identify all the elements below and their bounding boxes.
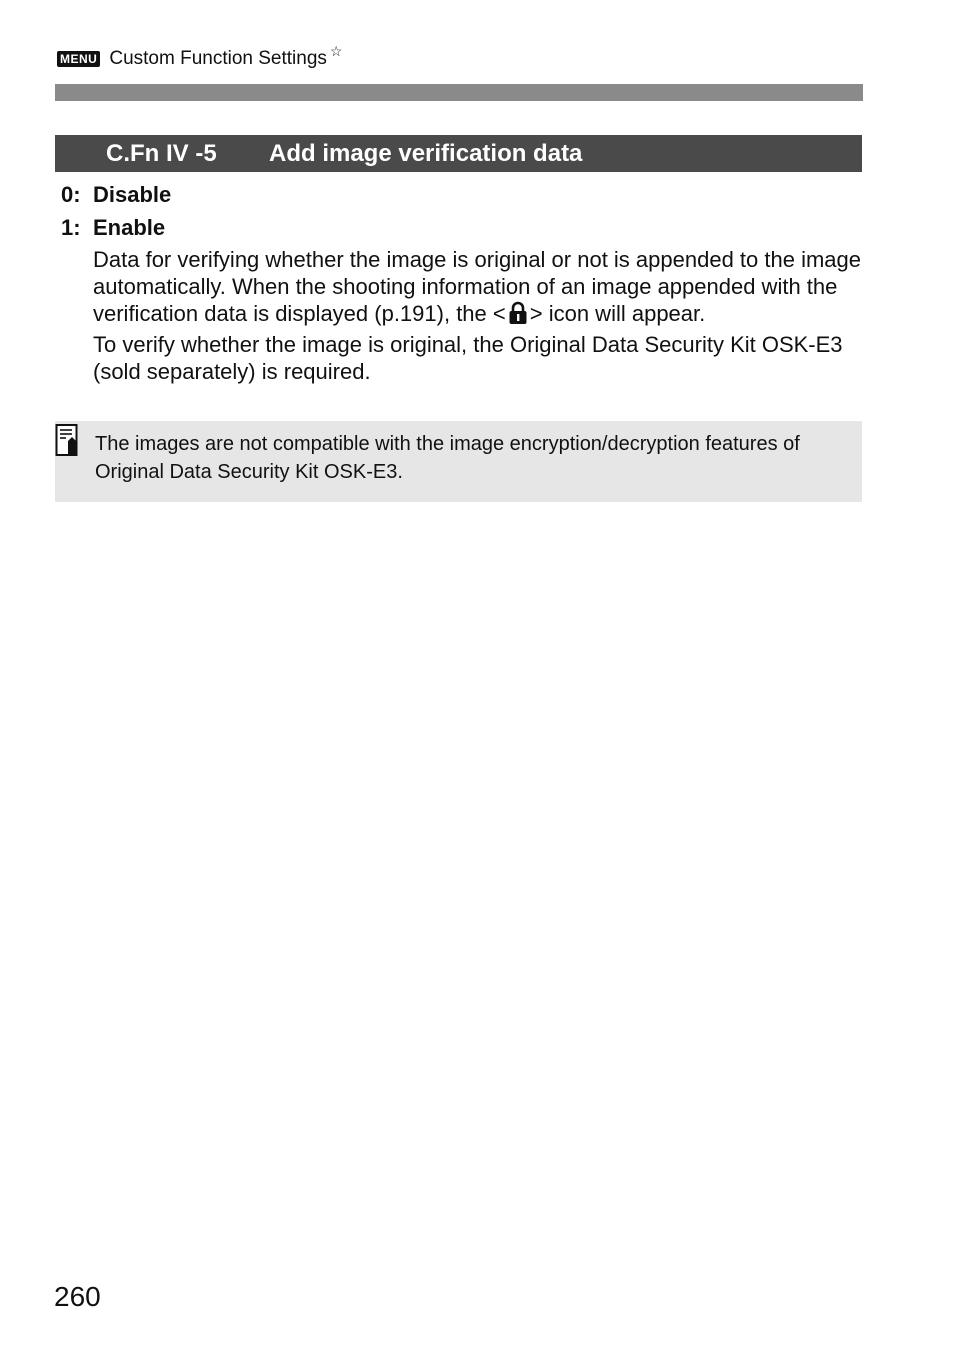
- description-paragraph-2: To verify whether the image is original, the Original Data Security Kit OSK-E3 (sold separately) is required.: [93, 332, 843, 384]
- lock-icon: [508, 301, 528, 331]
- option-number: 1:: [61, 215, 81, 240]
- note-text: The images are not compatible with the image encryption/decryption features of Original Data Security Kit OSK-E3.: [95, 433, 800, 483]
- header-title: Custom Function Settings: [109, 48, 327, 69]
- menu-icon: MENU: [57, 51, 100, 67]
- option-label: Enable: [93, 215, 166, 240]
- description-text-before-icon: Data for verifying whether the image is original or not is appended to the image automatically. When the shooting information of an image appended with the verification data is displayed (p.191), the <: [93, 247, 861, 326]
- option-label: Disable: [93, 182, 172, 207]
- star-icon: ☆: [329, 42, 343, 59]
- page-header: [57, 42, 343, 70]
- description-paragraph-1: [93, 246, 863, 331]
- section-title: Add image verification data: [269, 139, 583, 167]
- note-icon: [55, 423, 81, 462]
- note-box: [55, 421, 862, 502]
- option-enable: [61, 215, 165, 241]
- page-number: 260: [54, 1281, 101, 1312]
- header-divider-bar: [55, 84, 863, 101]
- enable-description: [93, 246, 863, 385]
- option-number: 0:: [61, 182, 81, 207]
- section-code: C.Fn IV -5: [106, 139, 217, 167]
- description-text-after-icon: > icon will appear.: [529, 301, 706, 326]
- option-disable: [61, 182, 171, 208]
- section-title-bar: [55, 135, 862, 172]
